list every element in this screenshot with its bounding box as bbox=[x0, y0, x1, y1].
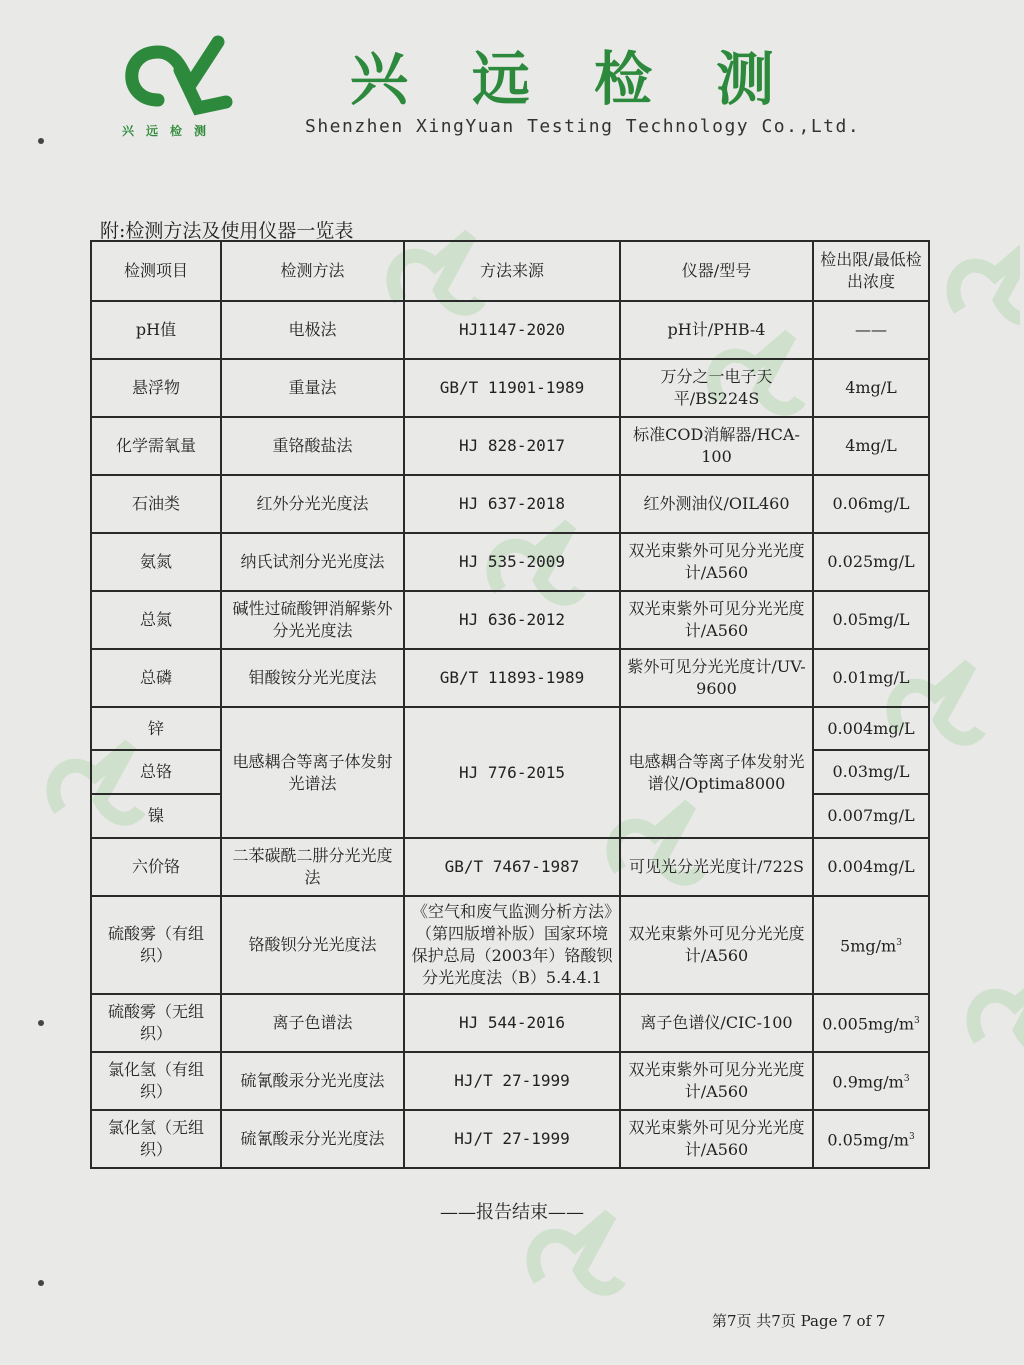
binding-hole bbox=[38, 1280, 44, 1286]
cell-item: 氯化氢（有组织） bbox=[91, 1052, 221, 1110]
column-header: 方法来源 bbox=[404, 241, 620, 301]
cell-limit: 0.06mg/L bbox=[813, 475, 929, 533]
table-header-row bbox=[91, 241, 929, 301]
table-row bbox=[91, 591, 929, 649]
table-row bbox=[91, 1110, 929, 1168]
cell-source: 《空气和废气监测分析方法》（第四版增补版）国家环境保护总局（2003年）铬酸钡分光光度法（B）5.4.4.1 bbox=[404, 896, 620, 994]
binding-hole bbox=[38, 1020, 44, 1026]
cell-limit: 0.007mg/L bbox=[813, 794, 929, 838]
cell-instrument: 万分之一电子天平/BS224S bbox=[620, 359, 813, 417]
cell-instrument: 红外测油仪/OIL460 bbox=[620, 475, 813, 533]
table-row bbox=[91, 417, 929, 475]
cell-source: HJ 535-2009 bbox=[404, 533, 620, 591]
cell-method: 硫氰酸汞分光光度法 bbox=[221, 1052, 404, 1110]
watermark-logo-icon bbox=[520, 1210, 630, 1310]
cell-source: GB/T 7467-1987 bbox=[404, 838, 620, 896]
cell-item: 氯化氢（无组织） bbox=[91, 1110, 221, 1168]
cell-method: 铬酸钡分光光度法 bbox=[221, 896, 404, 994]
cell-method: 硫氰酸汞分光光度法 bbox=[221, 1110, 404, 1168]
limit-unit-exponent: 3 bbox=[908, 1132, 915, 1143]
cell-instrument: 双光束紫外可见分光光度计/A560 bbox=[620, 591, 813, 649]
cell-item: 石油类 bbox=[91, 475, 221, 533]
cell-limit: 0.004mg/L bbox=[813, 707, 929, 750]
report-end-marker: ——报告结束—— bbox=[440, 1202, 584, 1223]
cell-limit: 0.03mg/L bbox=[813, 750, 929, 794]
cell-limit bbox=[813, 1110, 929, 1168]
cell-source: HJ 636-2012 bbox=[404, 591, 620, 649]
cell-limit: 4mg/L bbox=[813, 359, 929, 417]
cell-item: 总氮 bbox=[91, 591, 221, 649]
letterhead bbox=[0, 0, 1024, 200]
cell-source: HJ 544-2016 bbox=[404, 994, 620, 1052]
limit-value: 5mg/m bbox=[840, 936, 897, 956]
cell-limit bbox=[813, 1052, 929, 1110]
cell-method: 离子色谱法 bbox=[221, 994, 404, 1052]
cell-item: 锌 bbox=[91, 707, 221, 750]
cell-instrument: 离子色谱仪/CIC-100 bbox=[620, 994, 813, 1052]
limit-unit-exponent: 3 bbox=[914, 1016, 920, 1027]
cell-method: 红外分光光度法 bbox=[221, 475, 404, 533]
table-row bbox=[91, 533, 929, 591]
cell-instrument: 标准COD消解器/HCA-100 bbox=[620, 417, 813, 475]
cell-source: HJ 828-2017 bbox=[404, 417, 620, 475]
limit-unit-exponent: 3 bbox=[903, 1074, 910, 1085]
cell-method: 电感耦合等离子体发射光谱法 bbox=[221, 707, 404, 838]
cell-item: 镍 bbox=[91, 794, 221, 838]
cell-source: GB/T 11901-1989 bbox=[404, 359, 620, 417]
page-footer: 第7页 共7页 Page 7 of 7 bbox=[712, 1312, 886, 1330]
cell-method: 碱性过硫酸钾消解紫外分光光度法 bbox=[221, 591, 404, 649]
cell-instrument: 可见光分光光度计/722S bbox=[620, 838, 813, 896]
cell-limit bbox=[813, 896, 929, 994]
table-row bbox=[91, 475, 929, 533]
cell-instrument: pH计/PHB-4 bbox=[620, 301, 813, 359]
cell-source: HJ/T 27-1999 bbox=[404, 1052, 620, 1110]
cell-limit: 4mg/L bbox=[813, 417, 929, 475]
cell-item: 硫酸雾（有组织） bbox=[91, 896, 221, 994]
table-row bbox=[91, 838, 929, 896]
column-header: 检测项目 bbox=[91, 241, 221, 301]
watermark-logo-icon bbox=[960, 970, 1024, 1060]
cell-method: 钼酸铵分光光度法 bbox=[221, 649, 404, 707]
cell-method: 电极法 bbox=[221, 301, 404, 359]
table-row bbox=[91, 649, 929, 707]
limit-value: 0.9mg/m bbox=[832, 1072, 904, 1092]
company-logo-icon bbox=[118, 30, 238, 125]
cell-instrument: 电感耦合等离子体发射光谱仪/Optima8000 bbox=[620, 707, 813, 838]
cell-instrument: 双光束紫外可见分光光度计/A560 bbox=[620, 533, 813, 591]
cell-method: 纳氏试剂分光光度法 bbox=[221, 533, 404, 591]
cell-source: HJ1147-2020 bbox=[404, 301, 620, 359]
limit-value: 0.005mg/m bbox=[822, 1014, 915, 1034]
cell-item: 氨氮 bbox=[91, 533, 221, 591]
table-row bbox=[91, 896, 929, 994]
table-title: 附:检测方法及使用仪器一览表 bbox=[100, 220, 354, 242]
cell-item: 悬浮物 bbox=[91, 359, 221, 417]
brand-name-cn: 兴远检测 bbox=[350, 45, 839, 113]
table-row bbox=[91, 707, 929, 750]
cell-item: 硫酸雾（无组织） bbox=[91, 994, 221, 1052]
cell-source: HJ 637-2018 bbox=[404, 475, 620, 533]
brand-name-en: Shenzhen XingYuan Testing Technology Co.,Ltd. bbox=[305, 116, 861, 137]
limit-value: 0.05mg/m bbox=[827, 1130, 909, 1150]
cell-instrument: 双光束紫外可见分光光度计/A560 bbox=[620, 896, 813, 994]
cell-limit: 0.025mg/L bbox=[813, 533, 929, 591]
table-row bbox=[91, 359, 929, 417]
watermark-logo-icon bbox=[940, 240, 1020, 330]
cell-method: 重铬酸盐法 bbox=[221, 417, 404, 475]
column-header: 检出限/最低检出浓度 bbox=[813, 241, 929, 301]
table-row bbox=[91, 994, 929, 1052]
cell-source: GB/T 11893-1989 bbox=[404, 649, 620, 707]
cell-item: 化学需氧量 bbox=[91, 417, 221, 475]
cell-item: pH值 bbox=[91, 301, 221, 359]
cell-limit bbox=[813, 994, 929, 1052]
cell-instrument: 双光束紫外可见分光光度计/A560 bbox=[620, 1052, 813, 1110]
table-row bbox=[91, 301, 929, 359]
cell-method: 二苯碳酰二肼分光光度法 bbox=[221, 838, 404, 896]
cell-limit: 0.05mg/L bbox=[813, 591, 929, 649]
column-header: 检测方法 bbox=[221, 241, 404, 301]
cell-item: 总铬 bbox=[91, 750, 221, 794]
cell-source: HJ/T 27-1999 bbox=[404, 1110, 620, 1168]
limit-unit-exponent: 3 bbox=[896, 938, 902, 949]
cell-instrument: 双光束紫外可见分光光度计/A560 bbox=[620, 1110, 813, 1168]
cell-instrument: 紫外可见分光光度计/UV-9600 bbox=[620, 649, 813, 707]
cell-item: 总磷 bbox=[91, 649, 221, 707]
column-header: 仪器/型号 bbox=[620, 241, 813, 301]
table-row bbox=[91, 1052, 929, 1110]
cell-method: 重量法 bbox=[221, 359, 404, 417]
cell-limit: 0.004mg/L bbox=[813, 838, 929, 896]
cell-item: 六价铬 bbox=[91, 838, 221, 896]
cell-limit: 0.01mg/L bbox=[813, 649, 929, 707]
methods-table bbox=[90, 240, 930, 1169]
cell-source: HJ 776-2015 bbox=[404, 707, 620, 838]
logo-subtext: 兴远检测 bbox=[122, 124, 219, 138]
cell-limit: —— bbox=[813, 301, 929, 359]
